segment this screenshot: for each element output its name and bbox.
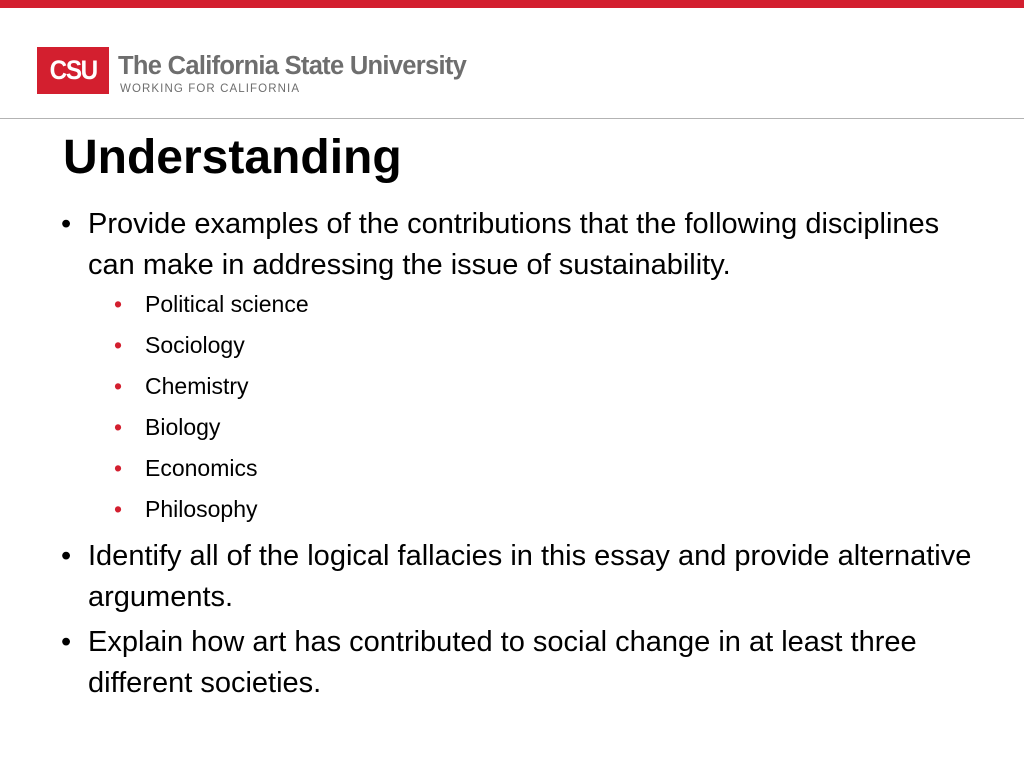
- sub-bullet-dot: •: [114, 414, 123, 440]
- sub-bullet-text: Chemistry: [145, 373, 249, 399]
- bullet-text: Provide examples of the contributions that the following disciplines can make in addressing the issue of sustainability.: [88, 208, 940, 281]
- sub-bullet-dot: •: [114, 455, 123, 481]
- sub-bullet-item: [0, 290, 1024, 319]
- sub-bullet-item: [0, 454, 1024, 483]
- bullet-dot: •: [61, 626, 72, 658]
- university-tagline: WORKING FOR CALIFORNIA: [120, 83, 301, 95]
- sub-bullet-dot: •: [114, 332, 123, 358]
- csu-logo: [37, 47, 109, 94]
- sub-bullet-list: [0, 290, 1024, 524]
- logo-text: CSU: [49, 55, 97, 85]
- university-name: The California State University: [118, 52, 467, 80]
- bullet-dot: •: [61, 540, 72, 572]
- bullet-item: [0, 204, 1024, 286]
- sub-bullet-text: Sociology: [145, 332, 245, 358]
- header: [0, 8, 1024, 118]
- bullet-text: Identify all of the logical fallacies in this essay and provide alternative arguments.: [88, 540, 972, 613]
- sub-bullet-item: [0, 331, 1024, 360]
- bullet-item: [0, 536, 1024, 618]
- sub-bullet-dot: •: [114, 291, 123, 317]
- sub-bullet-text: Economics: [145, 455, 258, 481]
- header-divider: [0, 118, 1024, 119]
- sub-bullet-text: Biology: [145, 414, 221, 440]
- bullet-list: [0, 204, 1024, 708]
- sub-bullet-dot: •: [114, 496, 123, 522]
- bullet-dot: •: [61, 208, 72, 240]
- bullet-text: Explain how art has contributed to social change in at least three different societies.: [88, 626, 917, 699]
- sub-bullet-item: [0, 413, 1024, 442]
- top-accent-bar: [0, 0, 1024, 8]
- sub-bullet-text: Philosophy: [145, 496, 258, 522]
- sub-bullet-text: Political science: [145, 291, 309, 317]
- sub-bullet-group: [0, 290, 1024, 524]
- bullet-item: [0, 622, 1024, 704]
- slide-title: Understanding: [63, 131, 402, 184]
- sub-bullet-item: [0, 495, 1024, 524]
- sub-bullet-dot: •: [114, 373, 123, 399]
- sub-bullet-item: [0, 372, 1024, 401]
